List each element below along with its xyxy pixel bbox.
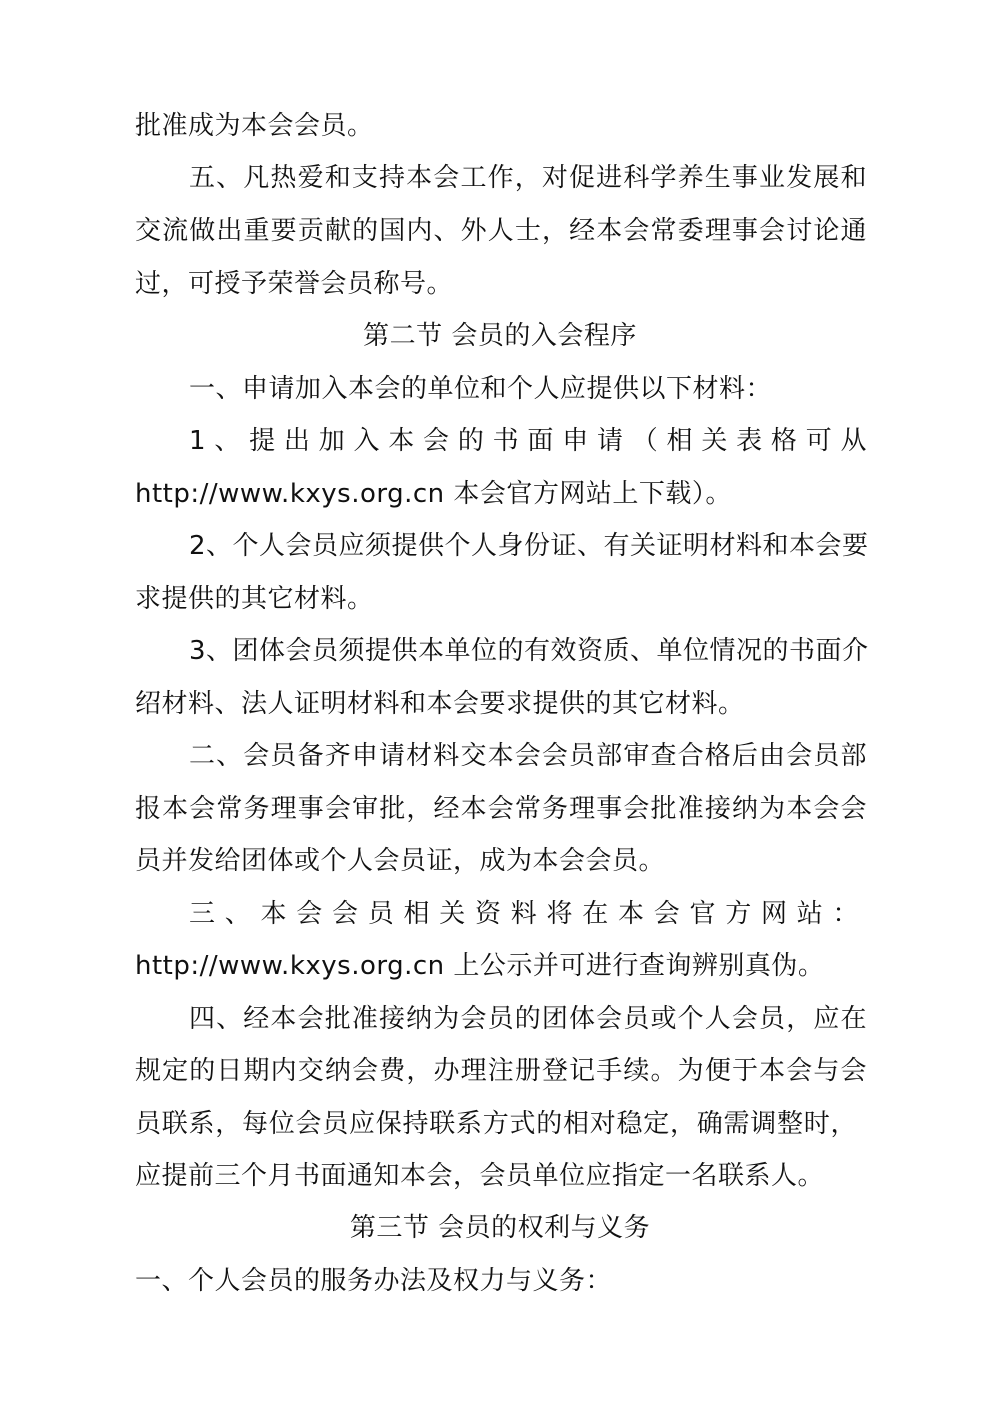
text-line: [0, 894, 1000, 934]
text-line: [0, 369, 1000, 409]
paragraph-text: 二、会员备齐申请材料交本会会员部审查合格后由会员部: [189, 741, 867, 771]
paragraph-text: 求提供的其它材料。: [135, 584, 374, 614]
text-line: [0, 211, 1000, 251]
paragraph-text: 报本会常务理事会审批，经本会常务理事会批准接纳为本会会: [135, 794, 867, 824]
section-heading: [0, 1208, 1000, 1248]
paragraph-text: 员联系，每位会员应保持联系方式的相对稳定，确需调整时，: [135, 1109, 857, 1139]
text-line: [0, 158, 1000, 198]
text-line: [0, 841, 1000, 881]
text-line: [0, 106, 1000, 146]
text-line: [0, 999, 1000, 1039]
text-line: [0, 631, 1000, 671]
text-line: [0, 474, 1000, 514]
paragraph-text: 1、提出加入本会的书面申请（相关表格可从: [189, 426, 867, 456]
paragraph-text: http://www.kxys.org.cn 上公示并可进行查询辨别真伪。: [135, 951, 825, 981]
text-line: [0, 946, 1000, 986]
text-line: [0, 1051, 1000, 1091]
paragraph-text: 员并发给团体或个人会员证，成为本会会员。: [135, 846, 666, 876]
paragraph-text: 3、团体会员须提供本单位的有效资质、单位情况的书面介: [189, 636, 869, 666]
text-line: [0, 1156, 1000, 1196]
paragraph-text: 应提前三个月书面通知本会，会员单位应指定一名联系人。: [135, 1161, 825, 1191]
section-heading: [0, 316, 1000, 356]
text-line: [0, 736, 1000, 776]
paragraph-text: 绍材料、法人证明材料和本会要求提供的其它材料。: [135, 689, 745, 719]
section-title: 第三节 会员的权利与义务: [349, 1213, 651, 1243]
paragraph-text: 三、本会会员相关资料将在本会官方网站：: [189, 899, 859, 929]
paragraph-text: http://www.kxys.org.cn 本会官方网站上下载）。: [135, 479, 732, 509]
paragraph-text: 一、申请加入本会的单位和个人应提供以下材料：: [189, 374, 773, 404]
text-line: [0, 1104, 1000, 1144]
text-line: [0, 1261, 1000, 1301]
text-line: [0, 579, 1000, 619]
text-line: [0, 421, 1000, 461]
section-title: 第二节 会员的入会程序: [363, 321, 637, 351]
paragraph-text: 交流做出重要贡献的国内、外人士，经本会常委理事会讨论通: [135, 216, 867, 246]
paragraph-text: 批准成为本会会员。: [135, 111, 374, 141]
text-line: [0, 526, 1000, 566]
text-line: [0, 789, 1000, 829]
paragraph-text: 过，可授予荣誉会员称号。: [135, 269, 454, 299]
text-line: [0, 684, 1000, 724]
paragraph-text: 四、经本会批准接纳为会员的团体会员或个人会员，应在: [189, 1004, 867, 1034]
text-line: [0, 264, 1000, 304]
paragraph-text: 规定的日期内交纳会费，办理注册登记手续。为便于本会与会: [135, 1056, 867, 1086]
paragraph-text: 五、凡热爱和支持本会工作，对促进科学养生事业发展和: [189, 163, 867, 193]
paragraph-text: 2、个人会员应须提供个人身份证、有关证明材料和本会要: [189, 531, 869, 561]
paragraph-text: 一、个人会员的服务办法及权力与义务：: [135, 1266, 613, 1296]
